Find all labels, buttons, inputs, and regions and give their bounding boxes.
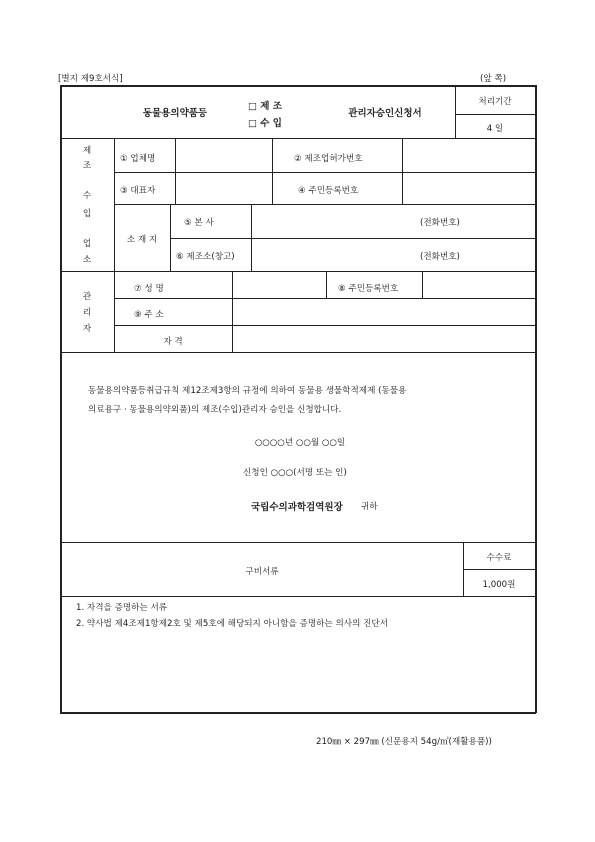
manager-resident-number-label: ⑧ 주민등록번호 [338, 284, 399, 294]
company-name-field[interactable] [176, 139, 272, 172]
head-office-label: ⑤ 본 사 [184, 218, 214, 228]
recipient-honorific: 귀하 [361, 502, 378, 512]
processing-period-label: 처리기간 [478, 97, 512, 107]
document-item: 1. 자격을 증명하는 서류 [76, 603, 168, 613]
applicant-signature: 신청인 ○○○(서명 또는 인) [243, 468, 347, 478]
manager-name-field[interactable] [233, 273, 326, 298]
fee-value: 1,000원 [482, 580, 516, 590]
representative-label: ③ 대표자 [120, 186, 156, 196]
head-office-phone-label: (전화번호) [420, 218, 460, 228]
paper-size-footer: 210㎜ × 297㎜ (신문용지 54g/㎡(재활용품)) [316, 737, 492, 747]
processing-period-value: 4 일 [486, 124, 504, 134]
head-office-address-field[interactable] [252, 205, 535, 238]
rep-resident-number-label: ④ 주민등록번호 [298, 186, 359, 196]
page-side-label: (앞 쪽) [480, 74, 507, 84]
side-char: 소 [82, 255, 92, 265]
side-char: 업 [82, 239, 92, 249]
side-char: 조 [82, 161, 92, 171]
statement-line-1: 동물용의약품등취급규칙 제12조제3항의 규정에 의하여 동물용 생물학적제제 (동물용 [88, 386, 407, 396]
recipient-name: 국립수의과학검역원장 [251, 502, 343, 513]
license-number-label: ② 제조업허가번호 [294, 154, 363, 164]
location-label: 소 재 지 [126, 235, 158, 245]
qualification-label: 자 격 [163, 337, 183, 347]
option-import-checkbox[interactable]: □ 수 입 [248, 118, 282, 129]
fee-label: 수수료 [486, 553, 512, 563]
title-right: 관리자승인신청서 [348, 108, 422, 119]
side-char: 자 [82, 324, 92, 334]
title-left: 동물용의약품등 [142, 108, 208, 119]
document-item: 2. 약사법 제4조제1항제2호 및 제5호에 해당되지 아니함을 증명하는 의사의 진단서 [76, 619, 389, 629]
company-name-label: ① 업체명 [120, 154, 156, 164]
manager-name-label: ⑦ 성 명 [134, 284, 164, 294]
factory-phone-label: (전화번호) [420, 252, 460, 262]
manager-resident-number-field[interactable] [423, 273, 535, 298]
manager-address-label: ⑨ 주 소 [134, 310, 164, 320]
application-date: ○○○○년 ○○월 ○○일 [254, 438, 346, 448]
license-number-field[interactable] [403, 139, 535, 172]
representative-field[interactable] [176, 173, 272, 204]
factory-label: ⑥ 제조소(창고) [176, 252, 235, 262]
side-char: 리 [82, 308, 92, 318]
form-number: [별지 제9호서식] [58, 74, 123, 84]
side-char: 제 [82, 146, 92, 156]
factory-address-field[interactable] [252, 239, 535, 271]
side-char: 수 [82, 191, 92, 201]
rep-resident-number-field[interactable] [403, 173, 535, 204]
required-documents-title: 구비서류 [245, 567, 279, 577]
option-make-checkbox[interactable]: □ 제 조 [248, 101, 282, 112]
side-char: 관 [82, 292, 92, 302]
side-char: 입 [82, 209, 92, 219]
qualification-field[interactable] [233, 326, 535, 352]
manager-address-field[interactable] [233, 299, 535, 325]
statement-line-2: 의료용구 · 동물용의약외품)의 제조(수입)관리자 승인을 신청합니다. [88, 405, 342, 415]
